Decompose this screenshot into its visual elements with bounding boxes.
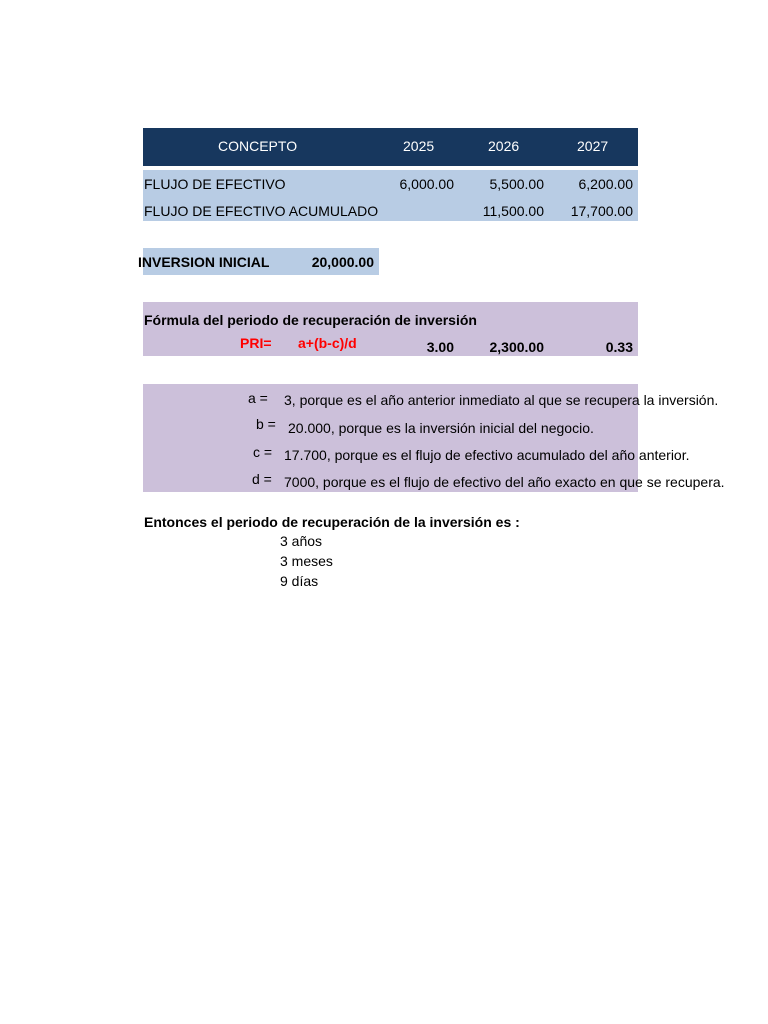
variable-a-label: a = [248, 390, 268, 406]
header-year-2026: 2026 [488, 138, 520, 154]
header-year-2025: 2025 [403, 138, 435, 154]
conclusion-years: 3 años [280, 533, 323, 549]
initial-investment-label: INVERSION INICIAL [138, 254, 270, 270]
cell-value: 6,200.00 [578, 176, 633, 192]
variable-c-text: 17.700, porque es el flujo de efectivo acumulado del año anterior. [284, 447, 690, 463]
formula-expression: a+(b-c)/d [298, 335, 357, 351]
variable-b-text: 20.000, porque es la inversión inicial del negocio. [288, 420, 594, 436]
row-label-flujo-acumulado: FLUJO DE EFECTIVO ACUMULADO [144, 203, 379, 219]
cell-value: 6,000.00 [399, 176, 454, 192]
conclusion-months: 3 meses [280, 553, 333, 569]
initial-investment-value: 20,000.00 [311, 254, 374, 270]
variable-c-label: c = [253, 444, 273, 460]
formula-value-fraction: 0.33 [605, 339, 633, 355]
variable-d-label: d = [252, 471, 272, 487]
header-concepto: CONCEPTO [218, 138, 298, 154]
variable-b-label: b = [256, 416, 276, 432]
cell-value: 5,500.00 [489, 176, 544, 192]
cell-value: 17,700.00 [570, 203, 633, 219]
header-year-2027: 2027 [577, 138, 609, 154]
conclusion-title: Entonces el periodo de recuperación de la inversión es : [144, 514, 520, 530]
formula-title: Fórmula del periodo de recuperación de inversión [144, 312, 477, 328]
row-label-flujo: FLUJO DE EFECTIVO [144, 176, 286, 192]
formula-value-b-minus-c: 2,300.00 [489, 339, 544, 355]
cell-value: 11,500.00 [482, 203, 544, 219]
formula-name: PRI= [240, 335, 272, 351]
variable-a-text: 3, porque es el año anterior inmediato al que se recupera la inversión. [284, 392, 719, 408]
variable-d-text: 7000, porque es el flujo de efectivo del año exacto en que se recupera. [284, 474, 725, 490]
conclusion-days: 9 días [280, 573, 319, 589]
formula-value-a: 3.00 [426, 339, 454, 355]
